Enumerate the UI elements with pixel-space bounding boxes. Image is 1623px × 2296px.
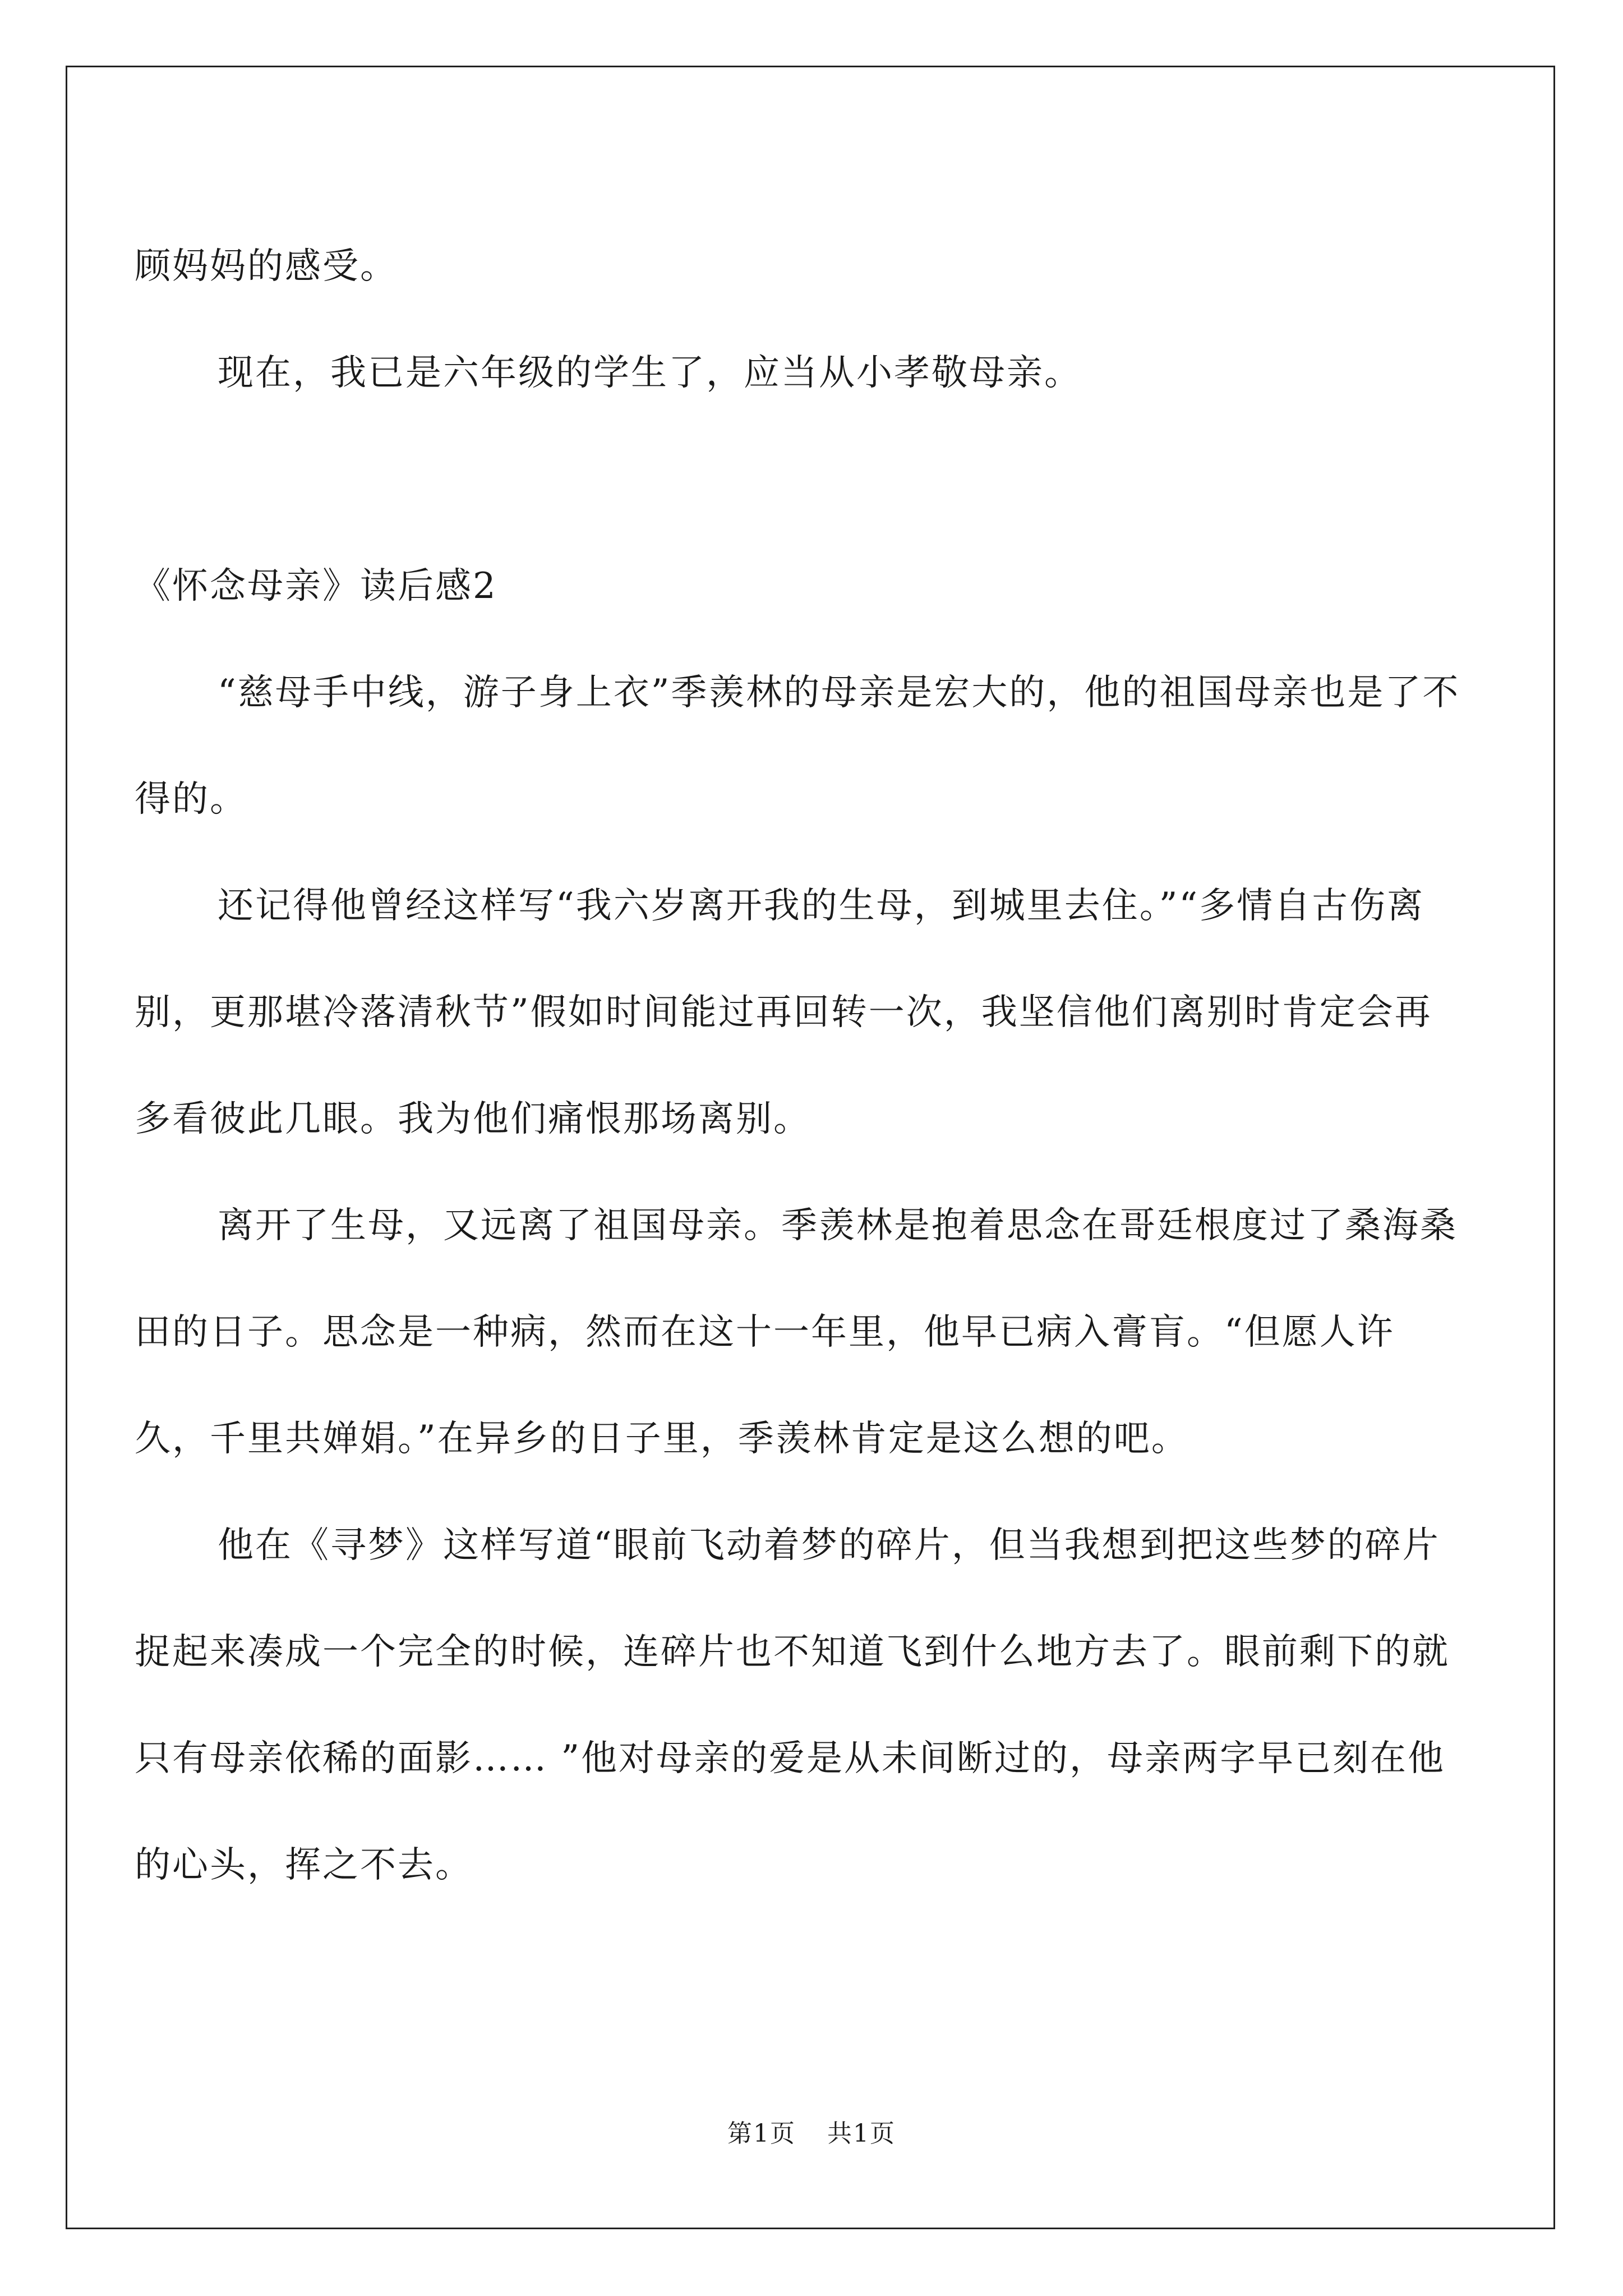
page-footer	[0, 2117, 1623, 2151]
paragraph: 他在《寻梦》这样写道“眼前飞动着梦的碎片，但当我想到把这些梦的碎片捉起来凑成一个完全的时候，连碎片也不知道飞到什么地方去了。眼前剩下的就只有母亲依稀的面影…… ”他对母亲的爱是从未间断过的，母亲两字早已刻在他的心头，挥之不去。	[135, 1525, 1450, 1886]
paragraph: 还记得他曾经这样写“我六岁离开我的生母，到城里去住。”“多情自古伤离别，更那堪冷落清秋节”假如时间能过再回转一次，我坚信他们离别时肯定会再多看彼此几眼。我为他们痛恨那场离别。	[135, 885, 1432, 1140]
page-total: 共1页	[827, 2119, 896, 2148]
paragraph: 离开了生母，又远离了祖国母亲。季羡林是抱着思念在哥廷根度过了桑海桑田的日子。思念是一种病，然而在这十一年里，他早已病入膏肓。“但愿人许久，千里共婵娟。”在异乡的日子里，季羡林肯定是这么想的吧。	[135, 1205, 1458, 1460]
paragraph: 顾妈妈的感受。	[135, 246, 398, 287]
document-body	[135, 213, 1469, 1896]
paragraph: 现在，我已是六年级的学生了，应当从小孝敬母亲。	[218, 352, 1082, 394]
section-title: 《怀念母亲》读后感2	[135, 565, 497, 607]
page-number: 第1页	[727, 2119, 796, 2148]
paragraph: “慈母手中线，游子身上衣”季羡林的母亲是宏大的，他的祖国母亲也是了不得的。	[135, 672, 1460, 820]
